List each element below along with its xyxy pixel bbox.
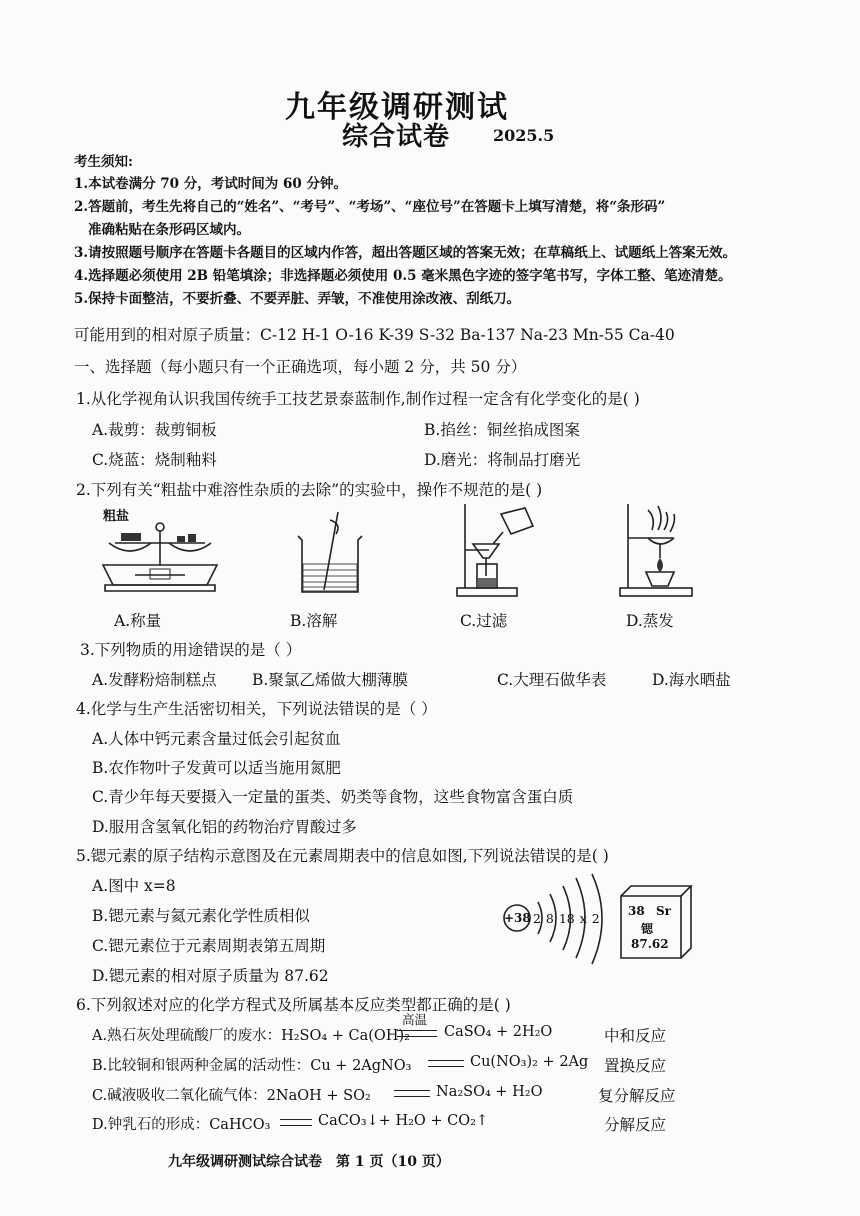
option-b: B.溶解: [290, 612, 338, 630]
question-stem: 3.下列物质的用途错误的是（ ）: [80, 641, 302, 659]
equals-sign: [280, 1119, 312, 1126]
notice-item: 4.选择题必须使用 2B 铅笔填涂；非选择题必须使用 0.5 毫米黑色字迹的签字笔书写，字体工整、笔迹清楚。: [74, 268, 732, 284]
equals-sign: [428, 1060, 464, 1067]
option-a-products: CaSO₄ + 2H₂O: [444, 1024, 553, 1040]
option-b: B.掐丝：铜丝掐成图案: [424, 421, 580, 439]
option-c: C.锶元素位于元素周期表第五周期: [92, 937, 326, 955]
exam-title: 九年级调研测试: [285, 90, 509, 125]
notice-heading: 考生须知:: [74, 154, 133, 170]
salt-label: 粗盐: [103, 509, 130, 524]
option-c: C.大理石做华表: [497, 671, 607, 689]
notice-item: 准确粘贴在条形码区域内。: [88, 222, 250, 238]
exam-date: 2025.5: [493, 126, 555, 145]
option-a: A.发酵粉焙制糕点: [92, 671, 217, 689]
option-a: A.裁剪：裁剪铜板: [92, 421, 217, 439]
notice-item: 3.请按照题号顺序在答题卡各题目的区域内作答，超出答题区域的答案无效；在草稿纸上、试题纸上答案无效。: [74, 245, 737, 261]
exam-subtitle: 综合试卷: [342, 122, 451, 152]
question-stem: 5.锶元素的原子结构示意图及在元素周期表中的信息如图,下列说法错误的是( ): [76, 847, 609, 865]
page-footer: 九年级调研测试综合试卷 第 1 页（10 页）: [168, 1154, 450, 1170]
question-stem: 1.从化学视角认识我国传统手工技艺景泰蓝制作,制作过程一定含有化学变化的是( ): [76, 390, 640, 408]
option-c-reactants: C.碱液吸收二氧化硫气体：2NaOH + SO₂: [92, 1088, 371, 1104]
option-b: B.锶元素与氦元素化学性质相似: [92, 907, 310, 925]
option-a: A.人体中钙元素含量过低会引起贫血: [92, 730, 341, 748]
reaction-condition: 高温: [402, 1012, 428, 1027]
filtration-illustration: [455, 500, 545, 600]
question-stem: 4.化学与生产生活密切相关，下列说法错误的是（ ）: [76, 700, 437, 718]
equals-sign: [394, 1090, 430, 1097]
section-heading: 一、选择题（每小题只有一个正确选项，每小题 2 分，共 50 分）: [74, 358, 527, 376]
element-name: 锶: [641, 922, 654, 936]
option-a: A.称量: [114, 612, 162, 630]
option-c: C.烧蓝：烧制釉料: [92, 451, 217, 469]
option-d-reactants: D.钟乳石的形成：CaHCO₃: [92, 1117, 271, 1133]
element-mass: 87.62: [631, 937, 669, 951]
option-b-type: 置换反应: [604, 1057, 667, 1075]
evaporation-illustration: [618, 500, 703, 600]
option-c-type: 复分解反应: [598, 1087, 676, 1105]
option-b: B.聚氯乙烯做大棚薄膜: [252, 671, 408, 689]
option-a: A.图中 x=8: [92, 877, 176, 895]
option-a-type: 中和反应: [604, 1027, 667, 1045]
option-b: B.农作物叶子发黄可以适当施用氮肥: [92, 759, 341, 777]
question-stem: 6.下列叙述对应的化学方程式及所属基本反应类型都正确的是( ): [76, 996, 511, 1014]
notice-item: 2.答题前，考生先将自己的“姓名”、“考号”、“考场”、“座位号”在答题卡上填写清楚，将“条形码”: [74, 199, 666, 215]
electron-shells: 2 8 18 x 2: [533, 911, 600, 926]
beaker-illustration: [290, 508, 370, 598]
option-d: D.蒸发: [626, 612, 674, 630]
option-d-products: CaCO₃↓+ H₂O + CO₂↑: [318, 1113, 489, 1129]
option-d: D.磨光：将制品打磨光: [424, 451, 581, 469]
notice-item: 1.本试卷满分 70 分，考试时间为 60 分钟。: [74, 176, 347, 192]
option-c: C.青少年每天要摄入一定量的蛋类、奶类等食物，这些食物富含蛋白质: [92, 788, 574, 806]
option-d-type: 分解反应: [604, 1116, 667, 1134]
equals-sign: [397, 1030, 437, 1037]
option-b-products: Cu(NO₃)₂ + 2Ag: [470, 1054, 589, 1070]
option-d: D.锶元素的相对原子质量为 87.62: [92, 967, 329, 985]
option-c: C.过滤: [460, 612, 508, 630]
option-c-products: Na₂SO₄ + H₂O: [436, 1084, 543, 1100]
element-symbol: Sr: [656, 904, 671, 918]
atomic-masses: 可能用到的相对原子质量：C-12 H-1 O-16 K-39 S-32 Ba-137 Na-23 Mn-55 Ca-40: [74, 326, 675, 344]
notice-item: 5.保持卡面整洁，不要折叠、不要弄脏、弄皱，不准使用涂改液、刮纸刀。: [74, 291, 521, 307]
option-b-reactants: B.比较铜和银两种金属的活动性：Cu + 2AgNO₃: [92, 1058, 412, 1074]
element-number: 38: [628, 904, 645, 918]
option-d: D.海水晒盐: [652, 671, 731, 689]
option-a-reactants: A.熟石灰处理硫酸厂的废水：H₂SO₄ + Ca(OH)₂: [92, 1028, 410, 1044]
nucleus-charge: +38: [504, 911, 531, 925]
question-stem: 2.下列有关“粗盐中难溶性杂质的去除”的实验中，操作不规范的是( ): [76, 481, 543, 499]
option-d: D.服用含氢氧化铝的药物治疗胃酸过多: [92, 818, 357, 836]
